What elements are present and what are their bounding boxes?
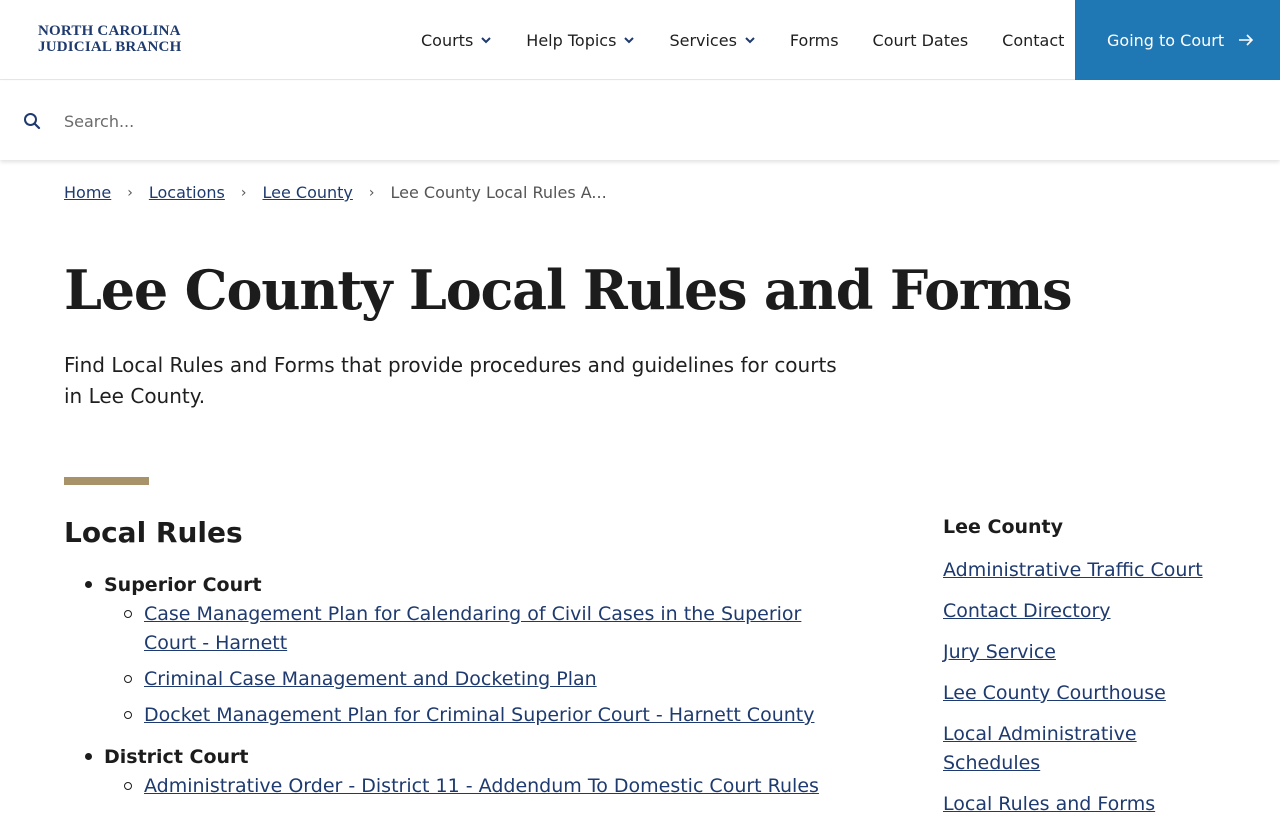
accent-divider xyxy=(64,477,149,485)
chevron-right-icon: › xyxy=(240,184,247,201)
nav-label: Courts xyxy=(421,30,474,50)
page-title: Lee County Local Rules and Forms xyxy=(64,258,1072,322)
list-item xyxy=(104,665,844,694)
sidebar-link-local-rules-and-forms[interactable]: Local Rules and Forms xyxy=(943,793,1156,815)
list-item xyxy=(104,772,844,801)
sidebar-link-lee-county-courthouse[interactable]: Lee County Courthouse xyxy=(943,682,1166,704)
main-nav xyxy=(421,0,1064,80)
going-to-court-button[interactable] xyxy=(1075,0,1280,80)
sidebar xyxy=(943,516,1243,831)
chevron-down-icon xyxy=(480,34,492,46)
breadcrumb xyxy=(64,183,607,202)
search-input[interactable] xyxy=(64,105,964,137)
nav-item-help-topics[interactable] xyxy=(526,31,635,50)
group-label: Superior Court xyxy=(104,574,262,596)
nav-item-court-dates[interactable] xyxy=(873,31,969,50)
chevron-down-icon xyxy=(623,34,635,46)
rule-link[interactable]: Docket Management Plan for Criminal Superior Court - Harnett County xyxy=(144,704,815,726)
rules-sublist xyxy=(104,772,844,801)
nav-label: Services xyxy=(669,30,737,50)
page-intro: Find Local Rules and Forms that provide procedures and guidelines for courts in Lee County. xyxy=(64,353,837,408)
chevron-down-icon xyxy=(744,34,756,46)
rule-link[interactable]: Criminal Case Management and Docketing Plan xyxy=(144,668,597,690)
site-logo[interactable] xyxy=(38,23,188,55)
nav-item-courts[interactable] xyxy=(421,31,492,50)
rules-group-superior-court xyxy=(64,572,844,730)
chevron-right-icon: › xyxy=(127,184,133,201)
nav-item-services[interactable] xyxy=(669,31,755,50)
nav-label: Contact xyxy=(1002,30,1065,50)
breadcrumb-lee-county[interactable]: Lee County xyxy=(262,183,353,202)
list-item xyxy=(104,600,844,658)
nav-label: Court Dates xyxy=(872,30,969,50)
rules-group-district-court xyxy=(64,744,844,801)
breadcrumb-current: Lee County Local Rules A... xyxy=(390,183,607,202)
search-icon[interactable] xyxy=(23,112,41,130)
breadcrumb-home[interactable]: Home xyxy=(64,183,112,202)
local-rules-heading: Local Rules xyxy=(64,516,243,549)
rule-link[interactable]: Administrative Order - District 11 - Addendum To Domestic Court Rules xyxy=(144,775,819,797)
search-bar xyxy=(0,81,1280,160)
logo-line-1: NORTH CAROLINA xyxy=(38,23,181,39)
rules-sublist xyxy=(104,600,844,730)
sidebar-heading: Lee County xyxy=(943,516,1064,538)
logo-line-2: JUDICIAL BRANCH xyxy=(38,39,182,55)
nav-label: Forms xyxy=(789,30,839,50)
cta-label: Going to Court xyxy=(1107,30,1225,50)
sidebar-link-jury-service[interactable]: Jury Service xyxy=(943,641,1056,663)
sidebar-link-contact-directory[interactable]: Contact Directory xyxy=(943,600,1111,622)
arrow-right-icon xyxy=(1238,34,1254,46)
sidebar-link-local-administrative-schedules[interactable]: Local Administrative Schedules xyxy=(943,723,1137,774)
breadcrumb-locations[interactable]: Locations xyxy=(148,183,225,202)
local-rules-list xyxy=(64,572,844,815)
list-item xyxy=(104,701,844,730)
nav-item-forms[interactable] xyxy=(790,31,839,50)
sidebar-link-administrative-traffic-court[interactable]: Administrative Traffic Court xyxy=(943,559,1203,581)
chevron-right-icon: › xyxy=(368,184,375,201)
group-label: District Court xyxy=(104,746,249,768)
nav-label: Help Topics xyxy=(526,30,617,50)
nav-item-contact[interactable] xyxy=(1002,31,1064,50)
rule-link[interactable]: Case Management Plan for Calendaring of Civil Cases in the Superior Court - Harnett xyxy=(144,603,802,654)
site-header xyxy=(0,0,1280,80)
